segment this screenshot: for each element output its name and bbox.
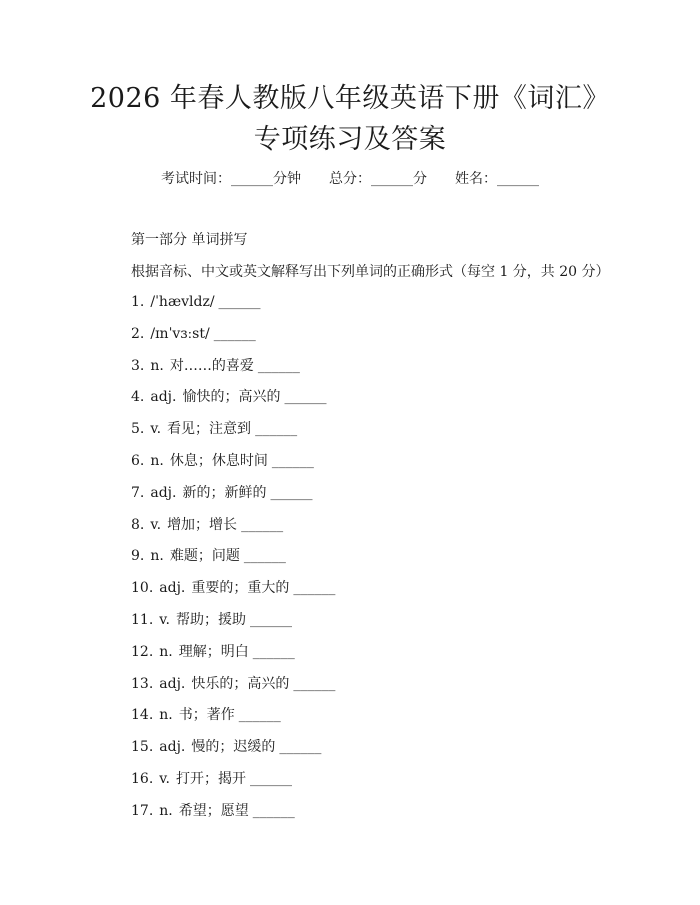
question-number: 3.	[131, 357, 145, 374]
section-instruction: 根据音标、中文或英文解释写出下列单词的正确形式（每空 1 分，共 20 分）	[131, 264, 610, 280]
question-number: 7.	[131, 484, 145, 501]
question-item	[131, 483, 335, 515]
question-list	[131, 292, 335, 833]
question-item	[131, 356, 335, 388]
question-item	[131, 642, 335, 674]
exam-time-label: 考试时间：______分钟	[161, 171, 301, 187]
question-prompt: /ˈhævldz/	[150, 294, 215, 310]
question-item	[131, 610, 335, 642]
part-of-speech: v.	[159, 770, 170, 787]
question-number: 9.	[131, 548, 145, 565]
question-prompt: 重要的；重大的	[191, 580, 290, 597]
question-item	[131, 387, 335, 419]
question-number: 10.	[131, 580, 154, 597]
document-title: 2026 年春人教版八年级英语下册《词汇》专项练习及答案	[90, 83, 610, 155]
question-item	[131, 546, 335, 578]
question-prompt: /ɪnˈvɜːst/	[150, 325, 210, 342]
question-prompt: 快乐的；高兴的	[191, 675, 290, 692]
answer-blank[interactable]: ______	[249, 770, 292, 787]
question-item	[131, 737, 335, 769]
answer-blank[interactable]: ______	[241, 516, 284, 533]
answer-blank[interactable]: ______	[271, 452, 314, 469]
question-number: 5.	[131, 421, 145, 438]
question-prompt: 休息；休息时间	[169, 452, 268, 469]
part-of-speech: n.	[150, 548, 164, 565]
question-prompt: 愉快的；高兴的	[182, 389, 281, 406]
part-of-speech: n.	[150, 357, 164, 374]
question-item	[131, 769, 335, 801]
part-of-speech: v.	[159, 611, 170, 628]
question-item	[131, 292, 335, 324]
question-prompt: 打开；揭开	[175, 770, 246, 787]
question-prompt: 新的；新鲜的	[182, 484, 267, 501]
question-number: 15.	[131, 739, 154, 756]
answer-blank[interactable]: ______	[243, 548, 286, 565]
exam-meta	[0, 169, 700, 189]
question-number: 14.	[131, 707, 154, 724]
part-of-speech: n.	[150, 452, 164, 469]
name-label: 姓名：______	[455, 171, 539, 187]
question-item	[131, 705, 335, 737]
part-of-speech: adj.	[150, 484, 177, 501]
question-prompt: 对……的喜爱	[169, 357, 254, 374]
question-prompt: 看见；注意到	[167, 421, 252, 438]
part-of-speech: v.	[150, 516, 162, 533]
answer-blank[interactable]: ______	[255, 421, 298, 438]
question-number: 8.	[131, 516, 145, 533]
question-prompt: 慢的；迟缓的	[191, 739, 276, 756]
question-item	[131, 578, 335, 610]
question-prompt: 难题；问题	[169, 548, 240, 565]
answer-blank[interactable]: ______	[213, 325, 256, 342]
answer-blank[interactable]: ______	[252, 643, 295, 660]
answer-blank[interactable]: ______	[238, 707, 281, 724]
answer-blank[interactable]: ______	[293, 675, 336, 692]
question-item	[131, 451, 335, 483]
answer-blank[interactable]: ______	[252, 802, 295, 819]
part-of-speech: v.	[150, 421, 162, 438]
answer-blank[interactable]: ______	[284, 389, 327, 406]
question-item	[131, 324, 335, 356]
question-number: 13.	[131, 675, 154, 692]
question-number: 2.	[131, 325, 145, 342]
section-heading: 第一部分 单词拼写	[131, 232, 248, 248]
question-number: 16.	[131, 770, 154, 787]
question-item	[131, 419, 335, 451]
answer-blank[interactable]: ______	[218, 294, 261, 310]
answer-blank[interactable]: ______	[270, 484, 313, 501]
question-item	[131, 515, 335, 547]
part-of-speech: adj.	[159, 739, 186, 756]
part-of-speech: adj.	[159, 580, 186, 597]
question-item	[131, 674, 335, 706]
question-number: 11.	[131, 611, 154, 628]
question-prompt: 增加；增长	[167, 516, 238, 533]
part-of-speech: n.	[159, 643, 173, 660]
answer-blank[interactable]: ______	[257, 357, 300, 374]
answer-blank[interactable]: ______	[279, 739, 322, 756]
question-number: 1.	[131, 294, 145, 310]
question-prompt: 帮助；援助	[175, 611, 246, 628]
total-score-label: 总分：______分	[329, 171, 427, 187]
question-prompt: 书；著作	[178, 707, 235, 724]
answer-blank[interactable]: ______	[293, 580, 336, 597]
part-of-speech: n.	[159, 707, 173, 724]
part-of-speech: n.	[159, 802, 173, 819]
question-number: 12.	[131, 643, 154, 660]
question-number: 17.	[131, 802, 154, 819]
part-of-speech: adj.	[150, 389, 177, 406]
question-number: 6.	[131, 452, 145, 469]
question-number: 4.	[131, 389, 145, 406]
part-of-speech: adj.	[159, 675, 186, 692]
question-prompt: 希望；愿望	[178, 802, 249, 819]
answer-blank[interactable]: ______	[249, 611, 292, 628]
question-item	[131, 801, 335, 833]
question-prompt: 理解；明白	[178, 643, 249, 660]
